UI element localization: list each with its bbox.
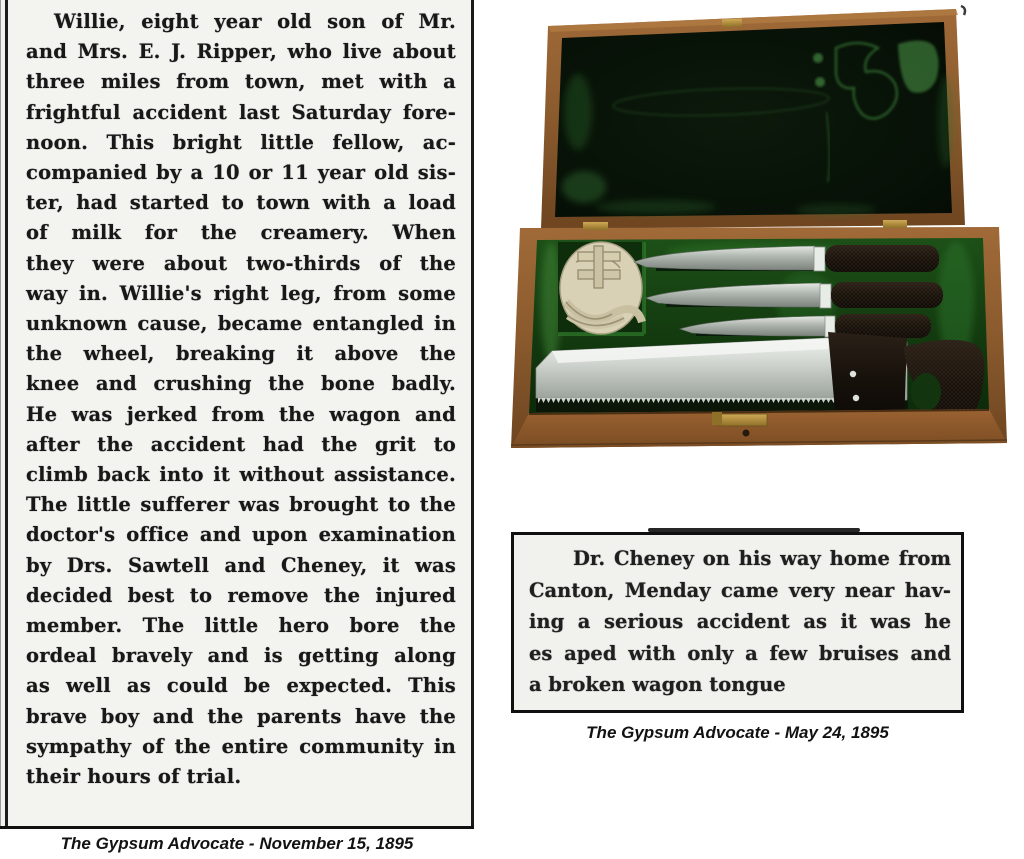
wooden-case-base (511, 220, 1007, 448)
brass-latch (722, 19, 742, 28)
column-rule (0, 0, 1, 829)
article-line: as well as could be expected. This (26, 674, 456, 698)
article-line: they were about two-thirds of the (26, 251, 456, 275)
grip-cutout (911, 373, 941, 411)
article-line: by Drs. Sawtell and Cheney, it was (26, 553, 456, 577)
article-line: member. The little hero bore the (26, 614, 456, 638)
article-text (529, 543, 951, 701)
article-line: ter, had started to town with a load (26, 191, 456, 215)
column-rule (471, 0, 474, 829)
article-line: three miles from town, met with a (26, 70, 456, 94)
article-line: frightful accident last Saturday fore- (26, 100, 456, 124)
keyhole (743, 430, 750, 437)
article-line: Willie, eight year old son of Mr. (54, 10, 456, 33)
article-line: companied by a 10 or 11 year old sis- (26, 161, 456, 185)
article-line: after the accident had the grit to (26, 432, 456, 456)
tourniquet (560, 242, 642, 334)
article-line: Canton, Menday came very near hav- (529, 578, 951, 602)
knife-ferrule (814, 247, 825, 271)
saw-teeth (538, 397, 870, 404)
caption-may-1895: The Gypsum Advocate - May 24, 1895 (586, 723, 889, 742)
brass-hinge (883, 220, 907, 228)
article-line: doctor's office and upon examination (26, 523, 456, 547)
article-line: ing a serious accident as it was he (529, 610, 951, 633)
handle-screw (850, 371, 856, 377)
brass-latch-plate (719, 414, 767, 426)
article-line: way in. Willie's right leg, from some (26, 281, 456, 305)
hanging-hook (961, 6, 965, 15)
article-line: climb back into it without assistance. (26, 463, 456, 487)
column-rule (5, 0, 8, 829)
article-line: sympathy of the entire community in (26, 734, 456, 758)
tourniquet-compartment (558, 242, 644, 334)
article-line: and Mrs. E. J. Ripper, who live about (26, 40, 456, 64)
knife-ferrule (820, 284, 831, 308)
wooden-case-lid (541, 6, 965, 229)
article-line: es aped with only a few bruises and (529, 641, 951, 665)
article-line: He was jerked from the wagon and (26, 402, 456, 426)
amputation-kit-photo (506, 2, 1020, 454)
case-front-wall (511, 409, 1007, 448)
article-line: their hours of trial. (26, 765, 242, 789)
article-line: noon. This bright little fellow, ac- (26, 130, 456, 154)
article-line: unknown cause, became entangled in (26, 312, 456, 336)
article-line: Dr. Cheney on his way home from (573, 547, 951, 570)
green-velvet-lining (555, 22, 952, 217)
brass-hinge (583, 222, 608, 230)
newspaper-clipping-willie (0, 0, 474, 829)
article-line: a broken wagon tongue (529, 673, 786, 696)
article-line: of milk for the creamery. When (26, 221, 456, 245)
article-line: brave boy and the parents have the (26, 704, 456, 728)
article-line: the wheel, breaking it above the (26, 342, 456, 366)
article-line: The little sufferer was brought to the (26, 493, 456, 517)
newspaper-clipping-cheney (511, 532, 964, 713)
article-line: ordeal bravely and is getting along (26, 644, 456, 668)
latch-catch (712, 412, 722, 425)
handle-screw (853, 395, 859, 401)
article-line: knee and crushing the bone badly. (26, 372, 456, 396)
article-line: decided best to remove the injured (26, 583, 456, 607)
column-rule (0, 826, 474, 829)
article-text (26, 7, 456, 792)
caption-november-1895: The Gypsum Advocate - November 15, 1895 (60, 834, 414, 853)
